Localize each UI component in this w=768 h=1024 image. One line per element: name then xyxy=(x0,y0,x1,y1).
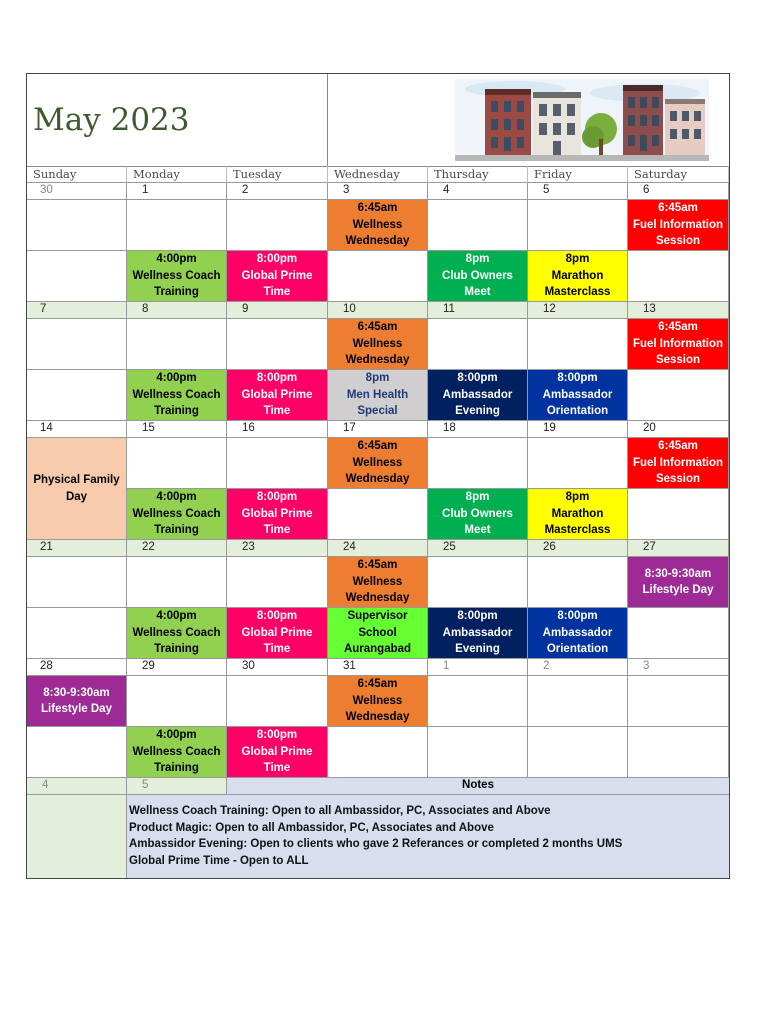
notes-heading: Notes xyxy=(227,778,729,795)
day-number: 1 xyxy=(127,183,227,200)
event-block[interactable]: 4:00pm Wellness Coach Training xyxy=(127,608,227,659)
event-block[interactable]: Supervisor School Aurangabad xyxy=(328,608,428,659)
empty-cell xyxy=(127,319,227,370)
empty-cell xyxy=(428,319,528,370)
empty-cell xyxy=(628,676,729,727)
note-line: Product Magic: Open to all Ambassidor, PC, Associates and Above xyxy=(129,821,494,834)
day-number: 12 xyxy=(528,302,628,319)
empty-cell xyxy=(628,608,729,659)
event-block[interactable]: 6:45am Fuel Information Session xyxy=(628,438,729,489)
day-number: 11 xyxy=(428,302,528,319)
day-number: 16 xyxy=(227,421,328,438)
event-block[interactable]: 8:00pm Global Prime Time xyxy=(227,727,328,778)
empty-cell xyxy=(127,200,227,251)
event-block[interactable]: 8:00pm Ambassador Evening xyxy=(428,608,528,659)
empty-cell xyxy=(27,370,127,421)
notes-side-cell xyxy=(27,795,127,878)
townhouses-illustration xyxy=(455,79,709,161)
empty-cell xyxy=(628,251,729,302)
event-block[interactable]: 8:00pm Ambassador Orientation xyxy=(528,608,628,659)
day-name-wednesday: Wednesday xyxy=(328,166,428,183)
empty-cell xyxy=(328,489,428,540)
empty-cell xyxy=(628,370,729,421)
event-block[interactable]: 8:30-9:30am Lifestyle Day xyxy=(628,557,729,608)
notes-body xyxy=(127,795,729,878)
day-number: 24 xyxy=(328,540,428,557)
day-number: 18 xyxy=(428,421,528,438)
empty-cell xyxy=(127,676,227,727)
month-title: May 2023 xyxy=(33,102,190,138)
empty-cell xyxy=(227,438,328,489)
empty-cell xyxy=(528,727,628,778)
day-number: 23 xyxy=(227,540,328,557)
day-number: 10 xyxy=(328,302,428,319)
day-name-monday: Monday xyxy=(127,166,227,183)
event-block[interactable]: 8:00pm Global Prime Time xyxy=(227,370,328,421)
day-name-tuesday: Tuesday xyxy=(227,166,328,183)
day-number: 5 xyxy=(528,183,628,200)
day-number: 9 xyxy=(227,302,328,319)
day-number: 29 xyxy=(127,659,227,676)
empty-cell xyxy=(27,251,127,302)
calendar-sheet xyxy=(26,73,730,879)
day-number: 4 xyxy=(428,183,528,200)
empty-cell xyxy=(528,676,628,727)
day-number: 13 xyxy=(628,302,729,319)
day-number: 27 xyxy=(628,540,729,557)
empty-cell xyxy=(227,676,328,727)
day-number: 31 xyxy=(328,659,428,676)
event-block[interactable]: 6:45am Wellness Wednesday xyxy=(328,676,428,727)
day-number: 2 xyxy=(528,659,628,676)
day-name-friday: Friday xyxy=(528,166,628,183)
empty-cell xyxy=(27,557,127,608)
event-block[interactable]: 8pm Club Owners Meet xyxy=(428,251,528,302)
day-number: 7 xyxy=(27,302,127,319)
event-block[interactable]: 4:00pm Wellness Coach Training xyxy=(127,251,227,302)
event-block[interactable]: 8pm Marathon Masterclass xyxy=(528,489,628,540)
event-block[interactable]: 8:30-9:30am Lifestyle Day xyxy=(27,676,127,727)
empty-cell xyxy=(328,727,428,778)
day-number: 22 xyxy=(127,540,227,557)
event-block[interactable]: 6:45am Wellness Wednesday xyxy=(328,319,428,370)
note-line: Ambassidor Evening: Open to clients who gave 2 Referances or completed 2 months UMS xyxy=(129,838,623,851)
empty-cell xyxy=(227,200,328,251)
empty-cell xyxy=(528,319,628,370)
event-block[interactable]: 6:45am Wellness Wednesday xyxy=(328,557,428,608)
event-block[interactable]: 8:00pm Ambassador Orientation xyxy=(528,370,628,421)
day-number: 20 xyxy=(628,421,729,438)
empty-cell xyxy=(227,319,328,370)
day-name-thursday: Thursday xyxy=(428,166,528,183)
day-number: 8 xyxy=(127,302,227,319)
empty-cell xyxy=(328,251,428,302)
day-number: 21 xyxy=(27,540,127,557)
calendar-header xyxy=(27,74,729,167)
note-line: Global Prime Time - Open to ALL xyxy=(129,854,309,867)
day-number: 25 xyxy=(428,540,528,557)
day-number: 15 xyxy=(127,421,227,438)
empty-cell xyxy=(227,557,328,608)
day-number: 5 xyxy=(127,778,227,795)
day-number: 17 xyxy=(328,421,428,438)
day-number: 28 xyxy=(27,659,127,676)
event-block[interactable]: 8:00pm Global Prime Time xyxy=(227,608,328,659)
empty-cell xyxy=(27,319,127,370)
event-block[interactable]: 6:45am Wellness Wednesday xyxy=(328,200,428,251)
event-block[interactable]: 6:45am Fuel Information Session xyxy=(628,200,729,251)
day-number: 4 xyxy=(27,778,127,795)
empty-cell xyxy=(428,727,528,778)
empty-cell xyxy=(628,727,729,778)
empty-cell xyxy=(528,200,628,251)
event-block[interactable]: 8pm Club Owners Meet xyxy=(428,489,528,540)
event-block[interactable]: 8:00pm Ambassador Evening xyxy=(428,370,528,421)
event-block-physical-family-day[interactable]: Physical Family Day xyxy=(27,438,127,540)
empty-cell xyxy=(428,200,528,251)
day-number: 3 xyxy=(628,659,729,676)
day-number: 1 xyxy=(428,659,528,676)
event-block[interactable]: 4:00pm Wellness Coach Training xyxy=(127,489,227,540)
header-divider xyxy=(327,74,328,166)
empty-cell xyxy=(628,489,729,540)
empty-cell xyxy=(27,727,127,778)
event-block[interactable]: 8:00pm Global Prime Time xyxy=(227,251,328,302)
event-block[interactable]: 6:45am Fuel Information Session xyxy=(628,319,729,370)
day-number: 2 xyxy=(227,183,328,200)
event-block[interactable]: 8pm Marathon Masterclass xyxy=(528,251,628,302)
event-block[interactable]: 6:45am Wellness Wednesday xyxy=(328,438,428,489)
empty-cell xyxy=(528,557,628,608)
day-number: 19 xyxy=(528,421,628,438)
event-block[interactable]: 4:00pm Wellness Coach Training xyxy=(127,727,227,778)
calendar-grid xyxy=(27,166,729,878)
empty-cell xyxy=(27,608,127,659)
event-block[interactable]: 8:00pm Global Prime Time xyxy=(227,489,328,540)
empty-cell xyxy=(528,438,628,489)
day-number: 30 xyxy=(27,183,127,200)
empty-cell xyxy=(428,557,528,608)
note-line: Wellness Coach Training: Open to all Ambassidor, PC, Associates and Above xyxy=(129,805,551,817)
empty-cell xyxy=(127,557,227,608)
day-number: 30 xyxy=(227,659,328,676)
empty-cell xyxy=(27,200,127,251)
empty-cell xyxy=(428,438,528,489)
day-number: 26 xyxy=(528,540,628,557)
day-name-saturday: Saturday xyxy=(628,166,729,183)
empty-cell xyxy=(428,676,528,727)
day-name-sunday: Sunday xyxy=(27,166,127,183)
event-block[interactable]: 8pm Men Health Special xyxy=(328,370,428,421)
day-number: 3 xyxy=(328,183,428,200)
day-number: 14 xyxy=(27,421,127,438)
empty-cell xyxy=(127,438,227,489)
event-block[interactable]: 4:00pm Wellness Coach Training xyxy=(127,370,227,421)
day-number: 6 xyxy=(628,183,729,200)
